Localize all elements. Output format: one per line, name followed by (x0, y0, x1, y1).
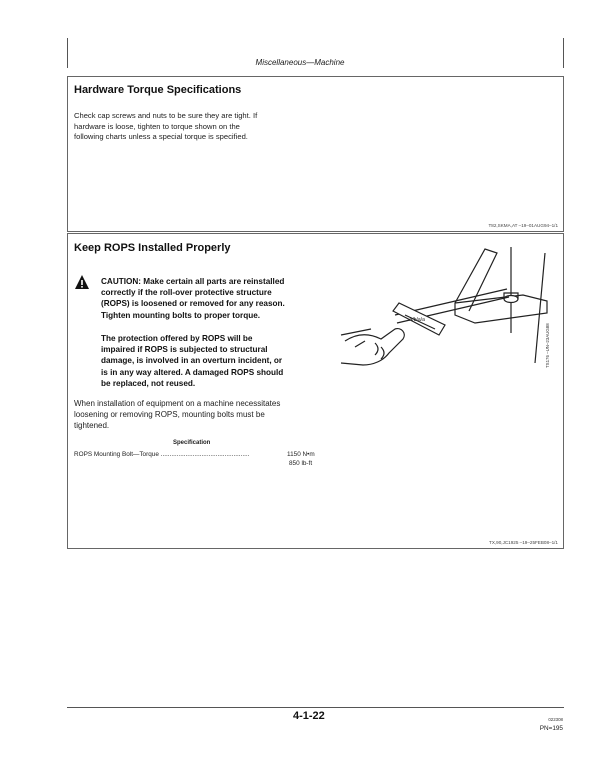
protection-line: damage, is involved in an overturn incident, or (101, 356, 283, 366)
spec-item: ROPS Mounting Bolt—Torque .................................................. (74, 451, 250, 458)
text-line: hardware is loose, tighten to torque shown on the (74, 121, 240, 131)
protection-line: The protection offered by ROPS will be (101, 334, 253, 343)
hardware-torque-ref: T82,SKMA,AT –19–01AUG94–1/1 (488, 223, 558, 228)
rops-title: Keep ROPS Installed Properly (74, 242, 231, 254)
text-line: tightened. (74, 421, 110, 430)
hardware-torque-box (67, 76, 564, 232)
page-number: 4-1-22 (293, 710, 325, 722)
text-line: loosening or removing ROPS, mounting bolts must be (74, 410, 265, 419)
hardware-torque-text (74, 111, 334, 143)
torque-wrench-illustration (335, 243, 555, 385)
protection-line: impaired if ROPS is subjected to structural (101, 345, 268, 355)
spec-heading: Specification (173, 440, 211, 446)
text-line: following charts unless a special torque is specified. (74, 132, 248, 141)
rops-body-text (74, 398, 344, 431)
svg-text:A/b/a/a: A/b/a/a (409, 317, 425, 323)
section-header: Miscellaneous—Machine (255, 58, 345, 67)
caution-line: (ROPS) is loosened or removed for any reason. (101, 299, 285, 309)
spec-value-metric: 1150 N•m (287, 451, 315, 458)
footer-rule (67, 707, 564, 708)
caution-line: correctly if the roll-over protective structure (101, 288, 272, 298)
spec-value-imperial: 850 lb-ft (289, 460, 313, 467)
caution-line: Tighten mounting bolts to proper torque. (101, 310, 261, 320)
rops-ref: TX,90,JC1925 –19–25FEB08–1/1 (489, 540, 558, 545)
text-line: Check cap screws and nuts to be sure they are tight. If (74, 111, 258, 120)
protection-text (101, 333, 331, 389)
protection-line: is in any way altered. A damaged ROPS should (101, 367, 284, 377)
warning-triangle-icon (74, 274, 90, 290)
hardware-torque-title: Hardware Torque Specifications (74, 84, 242, 96)
caution-text (101, 276, 331, 321)
footer-pn: PN=195 (539, 725, 563, 732)
protection-line: be replaced, not reused. (101, 378, 196, 388)
image-label: TS176 –UN–23AUG88 (545, 323, 550, 368)
caution-line: CAUTION: Make certain all parts are reinstalled (101, 277, 285, 286)
footer-code: 022308 (548, 717, 563, 722)
text-line: When installation of equipment on a machine necessitates (74, 399, 281, 408)
